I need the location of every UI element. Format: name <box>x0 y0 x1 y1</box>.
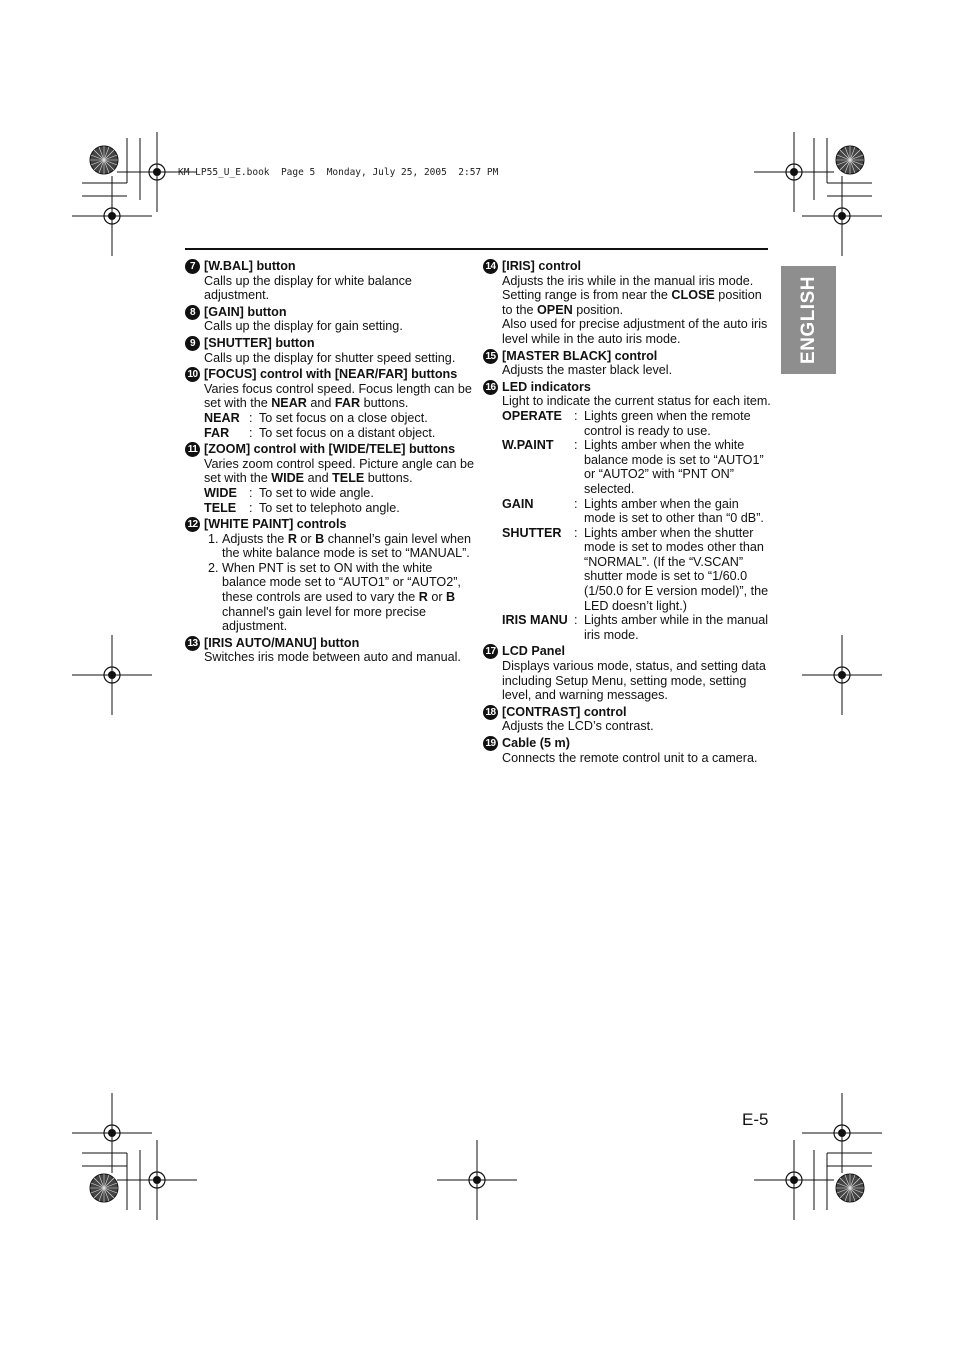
item-zoom-control <box>185 442 475 515</box>
definition-text: To set to telephoto angle. <box>259 500 400 515</box>
item-number-badge: 19 <box>483 736 498 751</box>
item-description: Connects the remote control unit to a camera. <box>502 750 758 765</box>
definition-list: OPERATE : Lights green when the remote control is ready to use. W.PAINT : Lights amber when the white balance mode is set to “AUTO1” or “AUTO2” with “PNT ON” selected. GAIN : Lights amber when the gain mode is set to other than “0 dB”. SHUTTER : Lights amber when the shutter mode is set to modes other than “NORMAL”. (If the “V.SCAN” shutter mode is set to “1/60.0 (1/50.0 for E version model)”, the LED doesn’t light.) IRIS MANU : Lights amber while in the manual iris mode. <box>502 409 773 643</box>
definition-text: To set focus on a close object. <box>259 410 428 425</box>
language-tab-label: ENGLISH <box>797 276 819 364</box>
item-description: Adjusts the LCD’s contrast. <box>502 719 654 734</box>
item-title: [IRIS AUTO/MANU] button <box>204 635 360 650</box>
item-led-indicators <box>483 380 773 643</box>
item-description-extra: Also used for precise adjustment of the auto iris level while in the auto iris mode. <box>502 317 768 346</box>
item-description: Adjusts the iris while in the manual iris mode. Setting range is from near the CLOSE position to the OPEN position. <box>502 273 762 317</box>
item-number-badge: 16 <box>483 380 498 395</box>
definition-term: OPERATE <box>502 408 562 423</box>
item-number-badge: 14 <box>483 259 498 274</box>
definition-list: WIDE : To set to wide angle. TELE : To set to telephoto angle. <box>204 486 475 515</box>
language-tab <box>781 266 836 374</box>
definition-text: To set focus on a distant object. <box>259 425 436 440</box>
item-title: [FOCUS] control with [NEAR/FAR] buttons <box>204 367 458 382</box>
definition-term: NEAR <box>204 410 240 425</box>
definition-term: TELE <box>204 500 237 515</box>
item-iris-control <box>483 259 773 347</box>
definition-term: IRIS MANU <box>502 613 568 628</box>
item-number-badge: 10 <box>185 367 200 382</box>
step-list <box>204 532 475 634</box>
definition-text: Lights amber while in the manual iris mode. <box>584 613 769 642</box>
item-title: [CONTRAST] control <box>502 704 627 719</box>
item-number-badge: 15 <box>483 349 498 364</box>
item-title: [W.BAL] button <box>204 259 296 273</box>
step-item: 2. When PNT is set to ON with the white balance mode set to “AUTO1” or “AUTO2”, these controls are used to vary the R or B channel's gain level for more precise adjustment. <box>222 561 475 634</box>
book-header-line: KM-LP55_U_E.book Page 5 Monday, July 25, 2005 2:57 PM <box>178 167 499 178</box>
right-column <box>483 259 773 767</box>
item-number-badge: 12 <box>185 517 200 532</box>
item-number-badge: 11 <box>185 442 200 457</box>
item-master-black-control <box>483 349 773 378</box>
item-title: [MASTER BLACK] control <box>502 348 658 363</box>
item-focus-control <box>185 367 475 440</box>
item-title: LED indicators <box>502 379 591 394</box>
item-number-badge: 9 <box>185 336 200 351</box>
step-item: 1. Adjusts the R or B channel’s gain level when the white balance mode is set to “MANUAL”. <box>222 532 475 561</box>
definition-text: Lights amber when the white balance mode is set to “AUTO1” or “AUTO2” with “PNT ON” selected. <box>584 438 764 496</box>
definition-term: FAR <box>204 425 230 440</box>
item-number-badge: 18 <box>483 705 498 720</box>
item-description: Displays various mode, status, and setting data including Setup Menu, setting mode, setting level, and warning messages. <box>502 659 766 703</box>
definition-term: GAIN <box>502 496 534 511</box>
item-white-paint-controls <box>185 517 475 634</box>
definition-text: To set to wide angle. <box>259 485 374 500</box>
item-description: Light to indicate the current status for each item. <box>502 394 771 409</box>
definition-list: NEAR : To set focus on a close object. FAR : To set focus on a distant object. <box>204 411 475 440</box>
item-title: LCD Panel <box>502 644 565 659</box>
definition-term: SHUTTER <box>502 525 562 540</box>
definition-text: Lights amber when the shutter mode is set to modes other than “NORMAL”. (If the “V.SCAN” shutter mode is set to “1/60.0 (1/50.0 for E version model)”, the LED doesn’t light.) <box>584 525 769 613</box>
item-title: [ZOOM] control with [WIDE/TELE] buttons <box>204 442 456 457</box>
definition-term: WIDE <box>204 485 237 500</box>
item-title: [GAIN] button <box>204 304 287 319</box>
item-title: [SHUTTER] button <box>204 335 315 350</box>
item-title: [WHITE PAINT] controls <box>204 517 347 532</box>
item-wbal-button <box>185 259 475 303</box>
item-description: Adjusts the master black level. <box>502 363 673 378</box>
item-description: Calls up the display for shutter speed setting. <box>204 350 456 365</box>
item-title: [IRIS] control <box>502 259 582 273</box>
item-description: Switches iris mode between auto and manual. <box>204 650 461 665</box>
item-description: Varies zoom control speed. Picture angle can be set with the WIDE and TELE buttons. <box>204 456 474 486</box>
item-number-badge: 13 <box>185 636 200 651</box>
item-shutter-button <box>185 336 475 365</box>
item-description: Calls up the display for gain setting. <box>204 319 403 334</box>
definition-text: Lights amber when the gain mode is set to other than “0 dB”. <box>584 496 764 526</box>
item-contrast-control <box>483 705 773 734</box>
item-gain-button <box>185 305 475 334</box>
item-description: Calls up the display for white balance adjustment. <box>204 273 412 303</box>
left-column <box>185 259 475 667</box>
page-number: E-5 <box>742 1110 769 1129</box>
item-cable <box>483 736 773 765</box>
item-description: Varies focus control speed. Focus length can be set with the NEAR and FAR buttons. <box>204 381 472 411</box>
item-iris-auto-manu-button <box>185 636 475 665</box>
top-rule <box>185 248 768 250</box>
item-number-badge: 17 <box>483 644 498 659</box>
definition-term: W.PAINT <box>502 438 554 453</box>
item-lcd-panel <box>483 644 773 702</box>
item-number-badge: 8 <box>185 305 200 320</box>
item-number-badge: 7 <box>185 259 200 274</box>
item-title: Cable (5 m) <box>502 736 570 750</box>
definition-text: Lights green when the remote control is ready to use. <box>584 408 751 438</box>
